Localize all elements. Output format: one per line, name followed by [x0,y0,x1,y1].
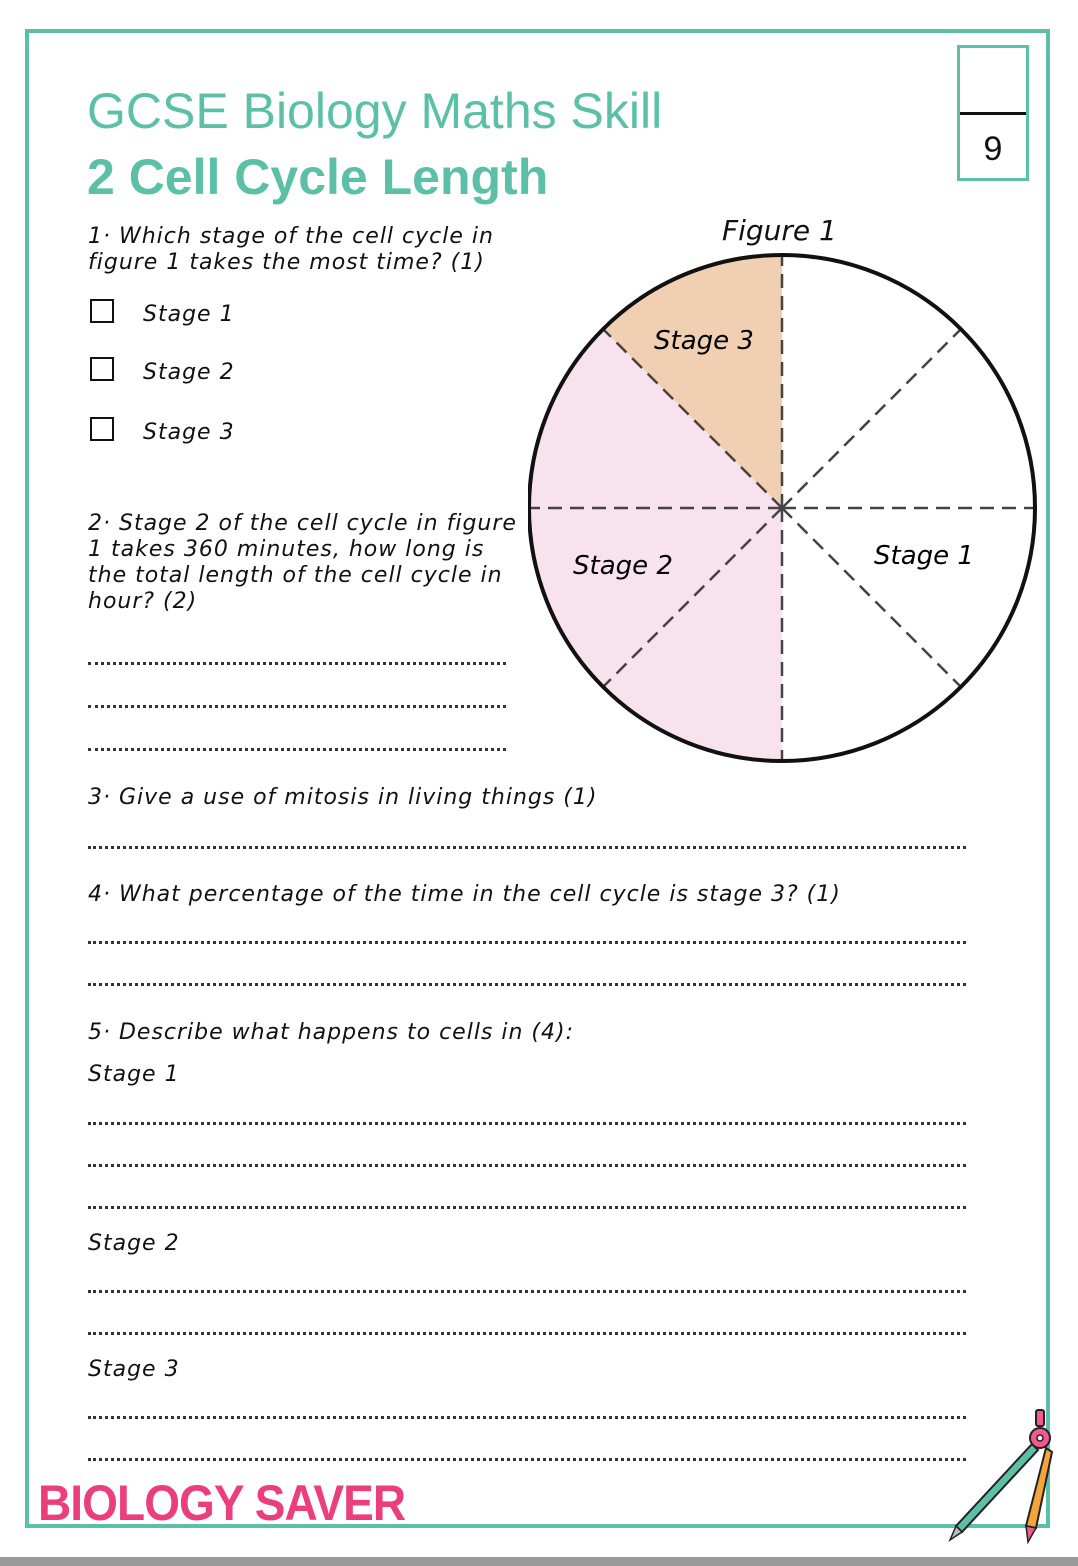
checkbox-stage-1[interactable] [90,299,114,323]
question-3: 3· Give a use of mitosis in living things (1) [88,785,598,810]
page-bottom-rule [0,1557,1078,1566]
answer-line-q5-s3-2[interactable] [88,1458,966,1461]
answer-line-q5-s1-1[interactable] [88,1122,966,1125]
question-2-line3: the total length of the cell cycle in [88,563,503,588]
figure-title: Figure 1 [722,214,837,247]
question-1 [88,224,494,276]
option-stage-1: Stage 1 [143,302,235,327]
score-box [957,45,1029,181]
biology-saver-logo: BIOLOGY SAVER [38,1475,406,1531]
answer-line-q5-s1-3[interactable] [88,1206,966,1209]
option-stage-3: Stage 3 [143,420,235,445]
answer-line-q4-2[interactable] [88,983,966,986]
q5-stage-1-label: Stage 1 [88,1062,180,1087]
question-1-line1: 1· Which stage of the cell cycle in [88,224,494,249]
answer-line-q5-s1-2[interactable] [88,1164,966,1167]
checkbox-stage-2[interactable] [90,357,114,381]
q5-stage-2-label: Stage 2 [88,1231,180,1256]
question-1-line2: figure 1 takes the most time? (1) [88,250,485,275]
answer-line-q2-2[interactable] [88,705,506,708]
checkbox-stage-3[interactable] [90,417,114,441]
page-title: GCSE Biology Maths Skill [87,83,663,139]
question-2-line4: hour? (2) [88,589,198,614]
pie-slice-stage-1 [782,255,1035,761]
pie-label-stage-2: Stage 2 [573,551,673,581]
answer-line-q2-3[interactable] [88,748,506,751]
question-4: 4· What percentage of the time in the cell cycle is stage 3? (1) [88,882,841,907]
question-2-line1: 2· Stage 2 of the cell cycle in figure [88,511,517,536]
pie-label-stage-1: Stage 1 [874,541,974,571]
answer-line-q3[interactable] [88,846,966,849]
score-divider [960,112,1026,115]
option-stage-2: Stage 2 [143,360,235,385]
answer-line-q2-1[interactable] [88,662,506,665]
cell-cycle-pie-chart [528,252,1044,768]
answer-line-q4-1[interactable] [88,941,966,944]
page-subtitle: 2 Cell Cycle Length [87,149,549,205]
answer-line-q5-s2-2[interactable] [88,1332,966,1335]
question-5: 5· Describe what happens to cells in (4): [88,1020,575,1045]
score-total: 9 [983,130,1003,168]
answer-line-q5-s3-1[interactable] [88,1416,966,1419]
compass-icon [948,1408,1058,1558]
q5-stage-3-label: Stage 3 [88,1357,180,1382]
question-2 [88,511,517,615]
question-2-line2: 1 takes 360 minutes, how long is [88,537,485,562]
pie-label-stage-3: Stage 3 [654,326,754,356]
answer-line-q5-s2-1[interactable] [88,1290,966,1293]
